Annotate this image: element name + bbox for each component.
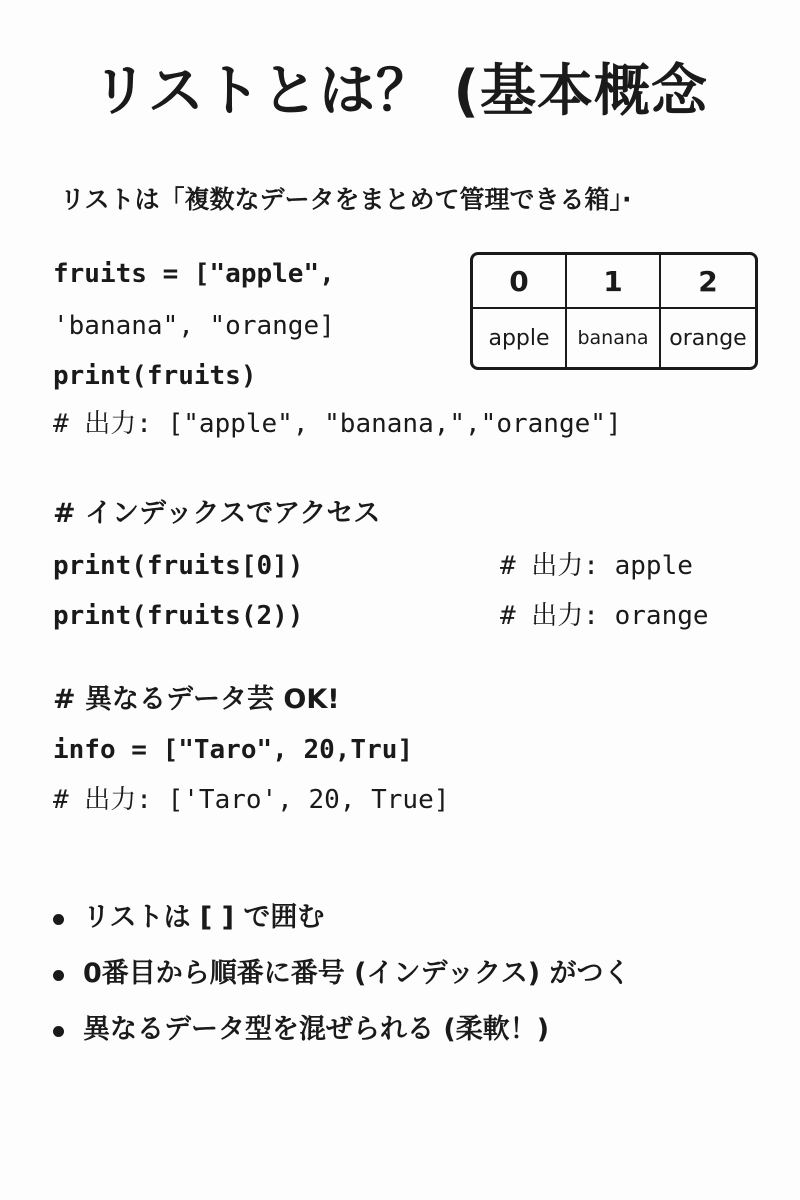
- code-comment-output: # 出力: ["apple", "banana,","orange"]: [53, 409, 622, 439]
- value-cell: apple: [473, 309, 567, 367]
- bullet-dot-icon: [53, 914, 64, 925]
- index-table: [470, 252, 758, 370]
- index-cell: 1: [567, 255, 661, 309]
- code-comment-info-output: # 出力: ['Taro', 20, True]: [53, 785, 450, 815]
- index-cell: 0: [473, 255, 567, 309]
- list-item: リストは [ ] で囲む: [53, 890, 773, 946]
- code-line-info-assign: info = ["Taro", 20,Tru]: [53, 735, 414, 765]
- code-comment-apple: # 出力: apple: [500, 551, 693, 581]
- bullet-dot-icon: [53, 1026, 64, 1037]
- value-cell: orange: [669, 325, 747, 351]
- section-heading-mixed-types: # 異なるデータ芸 OK!: [53, 684, 340, 715]
- code-line-print-index2: print(fruits(2)): [53, 601, 304, 631]
- list-item: 0番目から順番に番号 (インデックス) がつく: [53, 946, 773, 1002]
- page-title: リストとは？ (基本概念: [92, 59, 708, 124]
- value-cell: banana: [567, 309, 661, 367]
- subtitle: リストは「複数なデータをまとめて管理できる箱」·: [60, 185, 632, 214]
- code-line-fruits-continued: 'banana", "orange]: [53, 311, 335, 341]
- code-line-print-fruits: print(fruits): [53, 361, 257, 391]
- bullet-dot-icon: [53, 970, 64, 981]
- summary-list: [53, 890, 773, 1058]
- index-cell: 2: [661, 255, 755, 309]
- list-item: 異なるデータ型を混ぜられる (柔軟！): [53, 1002, 773, 1058]
- code-line-print-index0: print(fruits[0]): [53, 551, 304, 581]
- code-comment-orange: # 出力: orange: [500, 601, 709, 631]
- section-heading-index-access: # インデックスでアクセス: [53, 498, 381, 529]
- code-line-fruits-assign: fruits = ["apple",: [53, 259, 335, 289]
